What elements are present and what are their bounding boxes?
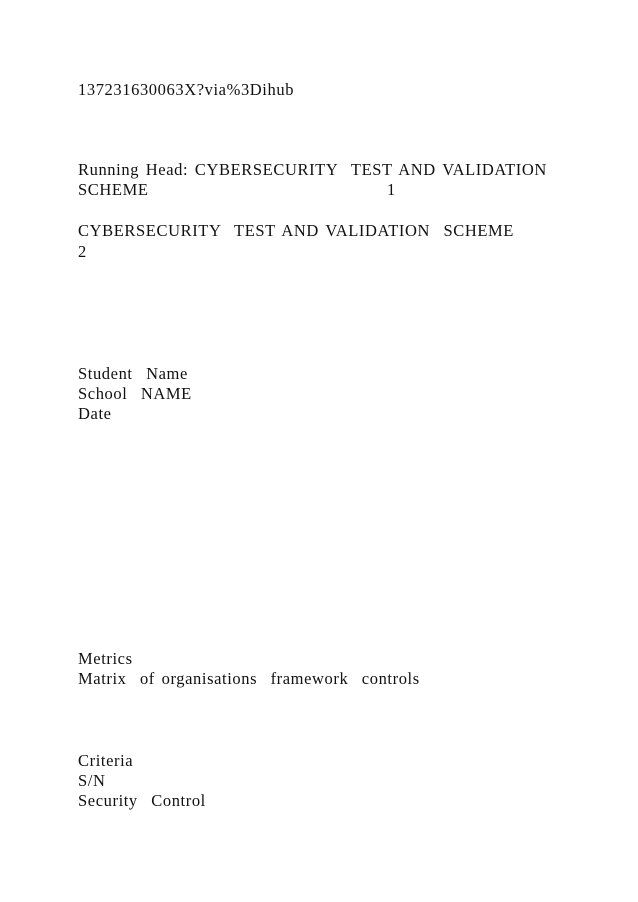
title-line1: CYBERSECURITY TEST AND VALIDATION SCHEME	[78, 221, 514, 240]
metrics-heading: Metrics	[78, 649, 133, 668]
criteria-heading: Criteria	[78, 751, 134, 770]
title-line2: 2	[78, 242, 87, 261]
running-head-line1: Running Head: CYBERSECURITY TEST AND VALIDATION	[78, 160, 547, 179]
running-head-page-number: 1	[387, 180, 396, 199]
sn-label: S/N	[78, 771, 106, 790]
security-control-label: Security Control	[78, 791, 206, 810]
running-head-line2: SCHEME	[78, 180, 149, 199]
matrix-line: Matrix of organisations framework controls	[78, 669, 420, 688]
header-code: 137231630063X?via%3Dihub	[78, 80, 295, 99]
school-name: School NAME	[78, 384, 192, 403]
date: Date	[78, 404, 112, 423]
student-name: Student Name	[78, 364, 188, 383]
